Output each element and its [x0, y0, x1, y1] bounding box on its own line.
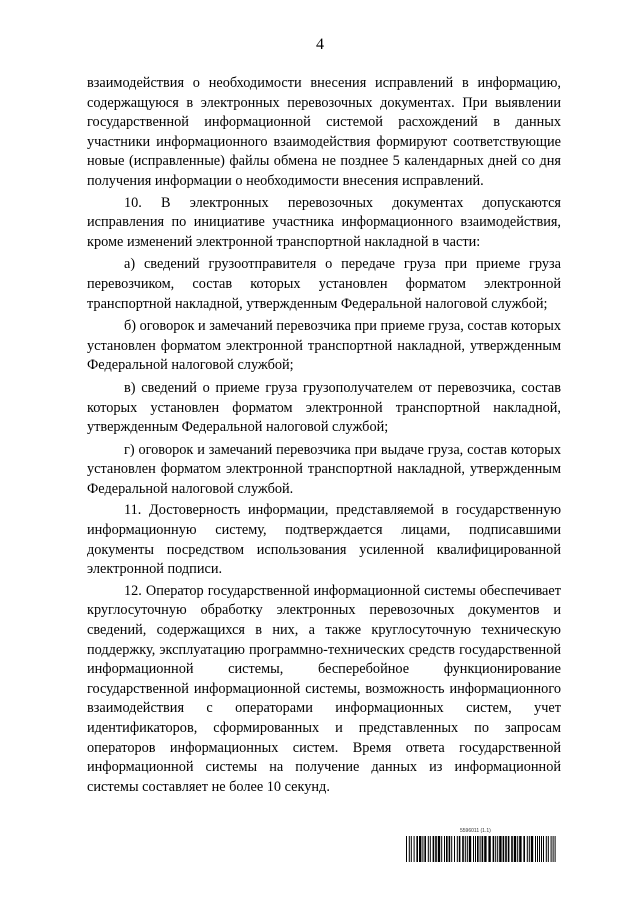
barcode-bar: [459, 836, 461, 862]
barcode-bar: [473, 836, 474, 862]
page-number: 4: [316, 36, 324, 53]
barcode-bar: [555, 836, 556, 862]
barcode-bar: [477, 836, 479, 862]
barcode-bar: [497, 836, 498, 862]
barcode-bar: [514, 836, 516, 862]
barcode-bar: [519, 836, 521, 862]
barcode-bar: [414, 836, 415, 862]
barcode-bar: [539, 836, 540, 862]
barcode-bar: [441, 836, 442, 862]
barcode-bar: [505, 836, 507, 862]
barcode-bar: [454, 836, 455, 862]
subitem-g: г) оговорок и замечаний перевозчика при выдаче груза, состав которых установлен форматом электронной транспортной накладной, утвержденным Федеральной налоговой службой.: [87, 441, 561, 497]
barcode-bar: [527, 836, 528, 862]
paragraph-12: 12. Оператор государственной информационной системы обеспечивает круглосуточную обработку электронных перевозочных документов и сведений, содержащихся в них, а также круглосуточную техническую поддержку, эксплуатацию программно-технических средств государственной информационной системы, бесперебойное функционирование государственной информационной системы, возможность информационного взаимодействия с операторами информационных систем, учет идентификаторов, сформированных и представленных по запросам операторов информационных систем. Время ответа государственной информационной системы на получение данных из информационной системы составляет не более 10 секунд.: [87, 582, 561, 795]
barcode-bar: [457, 836, 458, 862]
barcode-bar: [523, 836, 525, 862]
barcode-image: [406, 836, 558, 862]
paragraph-11: 11. Достоверность информации, представляемой в государственную информационную систему, подтверждается лицами, подписавшими документы посредством использования усиленной квалифицированной электронной подписи.: [87, 502, 561, 578]
barcode-bar: [416, 836, 418, 862]
barcode-bar: [435, 836, 437, 862]
barcode-bar: [428, 836, 429, 862]
document-body: [87, 74, 561, 797]
barcode-bar: [531, 836, 533, 862]
barcode-bar: [438, 836, 440, 862]
barcode-bar: [411, 836, 412, 862]
barcode-bar: [551, 836, 552, 862]
barcode-bar: [475, 836, 476, 862]
barcode-bar: [422, 836, 423, 862]
barcode-bar: [409, 836, 410, 862]
barcode-bar: [467, 836, 468, 862]
barcode-bar: [495, 836, 496, 862]
barcode-bar: [548, 836, 549, 862]
barcode-bar: [462, 836, 464, 862]
barcode-bar: [535, 836, 536, 862]
barcode-bar: [424, 836, 426, 862]
barcode-bar: [541, 836, 542, 862]
barcode-bar: [433, 836, 435, 862]
barcode-bar: [543, 836, 544, 862]
barcode-bar: [430, 836, 431, 862]
barcode-bar: [553, 836, 554, 862]
barcode-bar: [484, 836, 486, 862]
barcode-bar: [406, 836, 407, 862]
barcode-bar: [503, 836, 505, 862]
subitem-v: в) сведений о приеме груза грузополучателем от перевозчика, состав которых установлен форматом электронной транспортной накладной, утвержденным Федеральной налоговой службой;: [87, 379, 561, 436]
barcode-bar: [480, 836, 481, 862]
subitem-b: б) оговорок и замечаний перевозчика при приеме груза, состав которых установлен форматом электронной транспортной накладной, утвержденным Федеральной налоговой службой;: [87, 318, 561, 374]
barcode-bar: [465, 836, 466, 862]
paragraph-10: 10. В электронных перевозочных документах допускаются исправления по инициативе участника информационного взаимодействия, кроме изменений электронной транспортной накладной в части:: [87, 194, 561, 250]
document-code: 5596011 (1.1): [460, 828, 491, 834]
subitem-a: а) сведений грузоотправителя о передаче груза при приеме груза перевозчиком, состав которых установлен форматом электронной транспортной накладной, утвержденным Федеральной налоговой службой;: [87, 256, 561, 312]
barcode-bar: [546, 836, 547, 862]
barcode-bar: [493, 836, 495, 862]
barcode-bar: [537, 836, 538, 862]
barcode-bar: [508, 836, 510, 862]
barcode-bar: [517, 836, 518, 862]
barcode-bar: [446, 836, 448, 862]
barcode-bar: [529, 836, 530, 862]
barcode-bar: [488, 836, 490, 862]
barcode-bar: [499, 836, 501, 862]
barcode-bar: [511, 836, 513, 862]
barcode-bar: [451, 836, 452, 862]
barcode-bar: [482, 836, 484, 862]
barcode-bar: [449, 836, 451, 862]
paragraph-continuation: взаимодействия о необходимости внесения исправлений в информацию, содержащуюся в электронных перевозочных документах. При выявлении государственной информационной системой расхождений в данных участники информационного взаимодействия формируют соответствующие новые (исправленные) файлы обмена не позднее 5 календарных дней со дня получения информации о необходимости внесения исправлений.: [87, 75, 561, 189]
barcode-bar: [444, 836, 445, 862]
barcode-bar: [419, 836, 421, 862]
barcode-bar: [469, 836, 471, 862]
